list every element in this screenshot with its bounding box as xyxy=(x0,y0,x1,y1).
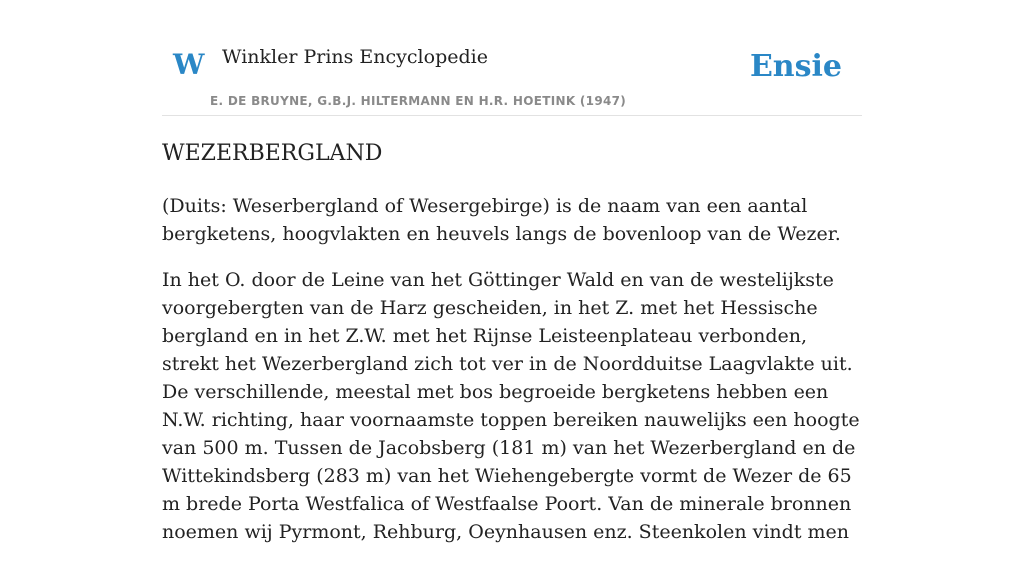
page-title: WEZERBERGLAND xyxy=(162,141,383,166)
authors-line: E. DE BRUYNE, G.B.J. HILTERMANN EN H.R. HOETINK (1947) xyxy=(210,94,627,108)
article-paragraph: In het O. door de Leine van het Göttinger Wald en van de westelijkste voorgebergten van de Harz gescheiden, in het Z. met het Hessische bergland en in het Z.W. met het Rijnse Leisteenplateau verbonden, strekt het Wezerbergland zich tot ver in de Noordduitse Laagvlakte uit. De verschillende, meestal met bos begroeide bergketens hebben een N.W. richting, haar voornaamste toppen bereiken nauwelijks een hoogte van 500 m. Tussen de Jacobsberg (181 m) van het Wezerbergland en de Wittekindsberg (283 m) van het Wiehengebergte vormt de Wezer de 65 m brede Porta Westfalica of Westfaalse Poort. Van de minerale bronnen noemen wij Pyrmont, Rehburg, Oeynhausen enz. Steenkolen vindt men xyxy=(162,268,860,543)
logo-w-icon[interactable]: W xyxy=(173,48,205,81)
article xyxy=(162,140,862,564)
ensie-logo[interactable]: Ensie xyxy=(749,49,842,84)
header xyxy=(162,38,862,116)
article-paragraph: (Duits: Weserbergland of Wesergebirge) is de naam van een aantal bergketens, hoogvlakten en heuvels langs de bovenloop van de Wezer. xyxy=(162,194,841,245)
book-title[interactable]: Winkler Prins Encyclopedie xyxy=(222,46,488,68)
